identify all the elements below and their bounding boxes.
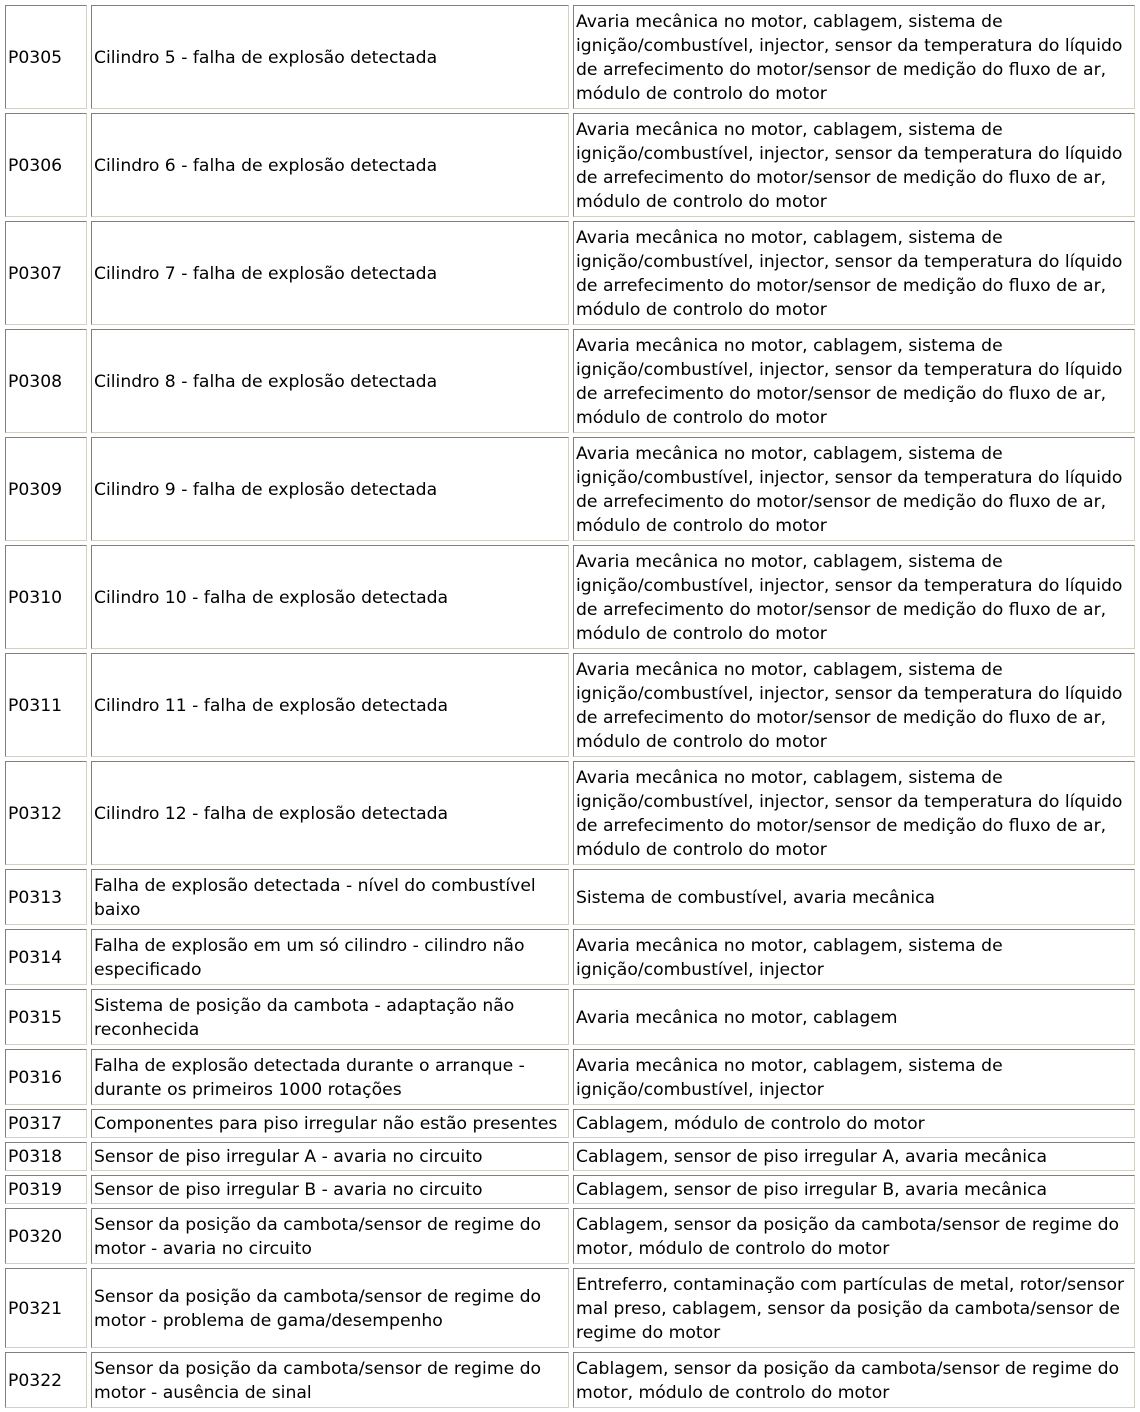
code-cell: P0321 <box>5 1268 87 1348</box>
cause-cell: Avaria mecânica no motor, cablagem, sistema de ignição/combustível, injector, sensor da temperatura do líquido de arrefecimento do motor/sensor de medição do fluxo de ar, módulo de controlo do motor <box>573 5 1135 109</box>
cause-cell: Avaria mecânica no motor, cablagem, sistema de ignição/combustível, injector, sensor da temperatura do líquido de arrefecimento do motor/sensor de medição do fluxo de ar, módulo de controlo do motor <box>573 761 1135 865</box>
table-row <box>5 329 1135 433</box>
cause-cell: Sistema de combustível, avaria mecânica <box>573 869 1135 925</box>
cause-cell: Avaria mecânica no motor, cablagem, sistema de ignição/combustível, injector, sensor da temperatura do líquido de arrefecimento do motor/sensor de medição do fluxo de ar, módulo de controlo do motor <box>573 329 1135 433</box>
cause-cell: Avaria mecânica no motor, cablagem <box>573 989 1135 1045</box>
table-row <box>5 1142 1135 1171</box>
cause-cell: Avaria mecânica no motor, cablagem, sistema de ignição/combustível, injector, sensor da temperatura do líquido de arrefecimento do motor/sensor de medição do fluxo de ar, módulo de controlo do motor <box>573 113 1135 217</box>
cause-cell: Avaria mecânica no motor, cablagem, sistema de ignição/combustível, injector, sensor da temperatura do líquido de arrefecimento do motor/sensor de medição do fluxo de ar, módulo de controlo do motor <box>573 545 1135 649</box>
cause-cell: Cablagem, sensor da posição da cambota/sensor de regime do motor, módulo de controlo do motor <box>573 1352 1135 1408</box>
table-row <box>5 1109 1135 1138</box>
fault-codes-body <box>5 5 1135 1408</box>
description-cell: Sensor da posição da cambota/sensor de regime do motor - avaria no circuito <box>91 1208 569 1264</box>
description-cell: Sensor de piso irregular A - avaria no circuito <box>91 1142 569 1171</box>
description-cell: Cilindro 12 - falha de explosão detectada <box>91 761 569 865</box>
description-cell: Sensor de piso irregular B - avaria no circuito <box>91 1175 569 1204</box>
description-cell: Cilindro 7 - falha de explosão detectada <box>91 221 569 325</box>
cause-cell: Cablagem, módulo de controlo do motor <box>573 1109 1135 1138</box>
table-row <box>5 653 1135 757</box>
cause-cell: Avaria mecânica no motor, cablagem, sistema de ignição/combustível, injector, sensor da temperatura do líquido de arrefecimento do motor/sensor de medição do fluxo de ar, módulo de controlo do motor <box>573 221 1135 325</box>
description-cell: Sistema de posição da cambota - adaptação não reconhecida <box>91 989 569 1045</box>
code-cell: P0315 <box>5 989 87 1045</box>
table-row <box>5 221 1135 325</box>
code-cell: P0312 <box>5 761 87 865</box>
table-row <box>5 989 1135 1045</box>
table-row <box>5 1352 1135 1408</box>
code-cell: P0308 <box>5 329 87 433</box>
code-cell: P0314 <box>5 929 87 985</box>
table-row <box>5 1208 1135 1264</box>
table-row <box>5 113 1135 217</box>
cause-cell: Cablagem, sensor da posição da cambota/sensor de regime do motor, módulo de controlo do motor <box>573 1208 1135 1264</box>
description-cell: Falha de explosão detectada durante o arranque - durante os primeiros 1000 rotações <box>91 1049 569 1105</box>
description-cell: Cilindro 6 - falha de explosão detectada <box>91 113 569 217</box>
table-row <box>5 1049 1135 1105</box>
code-cell: P0307 <box>5 221 87 325</box>
description-cell: Cilindro 9 - falha de explosão detectada <box>91 437 569 541</box>
cause-cell: Avaria mecânica no motor, cablagem, sistema de ignição/combustível, injector <box>573 929 1135 985</box>
table-row <box>5 437 1135 541</box>
description-cell: Cilindro 10 - falha de explosão detectada <box>91 545 569 649</box>
code-cell: P0310 <box>5 545 87 649</box>
description-cell: Falha de explosão em um só cilindro - cilindro não especificado <box>91 929 569 985</box>
table-row <box>5 869 1135 925</box>
description-cell: Cilindro 5 - falha de explosão detectada <box>91 5 569 109</box>
fault-codes-table <box>1 1 1139 1412</box>
description-cell: Cilindro 11 - falha de explosão detectada <box>91 653 569 757</box>
code-cell: P0306 <box>5 113 87 217</box>
table-row <box>5 5 1135 109</box>
table-row <box>5 1268 1135 1348</box>
code-cell: P0318 <box>5 1142 87 1171</box>
code-cell: P0313 <box>5 869 87 925</box>
code-cell: P0322 <box>5 1352 87 1408</box>
table-row <box>5 545 1135 649</box>
description-cell: Falha de explosão detectada - nível do combustível baixo <box>91 869 569 925</box>
cause-cell: Cablagem, sensor de piso irregular A, avaria mecânica <box>573 1142 1135 1171</box>
cause-cell: Avaria mecânica no motor, cablagem, sistema de ignição/combustível, injector, sensor da temperatura do líquido de arrefecimento do motor/sensor de medição do fluxo de ar, módulo de controlo do motor <box>573 653 1135 757</box>
description-cell: Componentes para piso irregular não estão presentes <box>91 1109 569 1138</box>
cause-cell: Avaria mecânica no motor, cablagem, sistema de ignição/combustível, injector <box>573 1049 1135 1105</box>
description-cell: Cilindro 8 - falha de explosão detectada <box>91 329 569 433</box>
code-cell: P0317 <box>5 1109 87 1138</box>
table-row <box>5 929 1135 985</box>
code-cell: P0311 <box>5 653 87 757</box>
code-cell: P0309 <box>5 437 87 541</box>
description-cell: Sensor da posição da cambota/sensor de regime do motor - ausência de sinal <box>91 1352 569 1408</box>
table-row <box>5 1175 1135 1204</box>
code-cell: P0319 <box>5 1175 87 1204</box>
cause-cell: Entreferro, contaminação com partículas de metal, rotor/sensor mal preso, cablagem, sensor da posição da cambota/sensor de regime do motor <box>573 1268 1135 1348</box>
description-cell: Sensor da posição da cambota/sensor de regime do motor - problema de gama/desempenho <box>91 1268 569 1348</box>
code-cell: P0316 <box>5 1049 87 1105</box>
table-row <box>5 761 1135 865</box>
code-cell: P0305 <box>5 5 87 109</box>
cause-cell: Cablagem, sensor de piso irregular B, avaria mecânica <box>573 1175 1135 1204</box>
code-cell: P0320 <box>5 1208 87 1264</box>
cause-cell: Avaria mecânica no motor, cablagem, sistema de ignição/combustível, injector, sensor da temperatura do líquido de arrefecimento do motor/sensor de medição do fluxo de ar, módulo de controlo do motor <box>573 437 1135 541</box>
